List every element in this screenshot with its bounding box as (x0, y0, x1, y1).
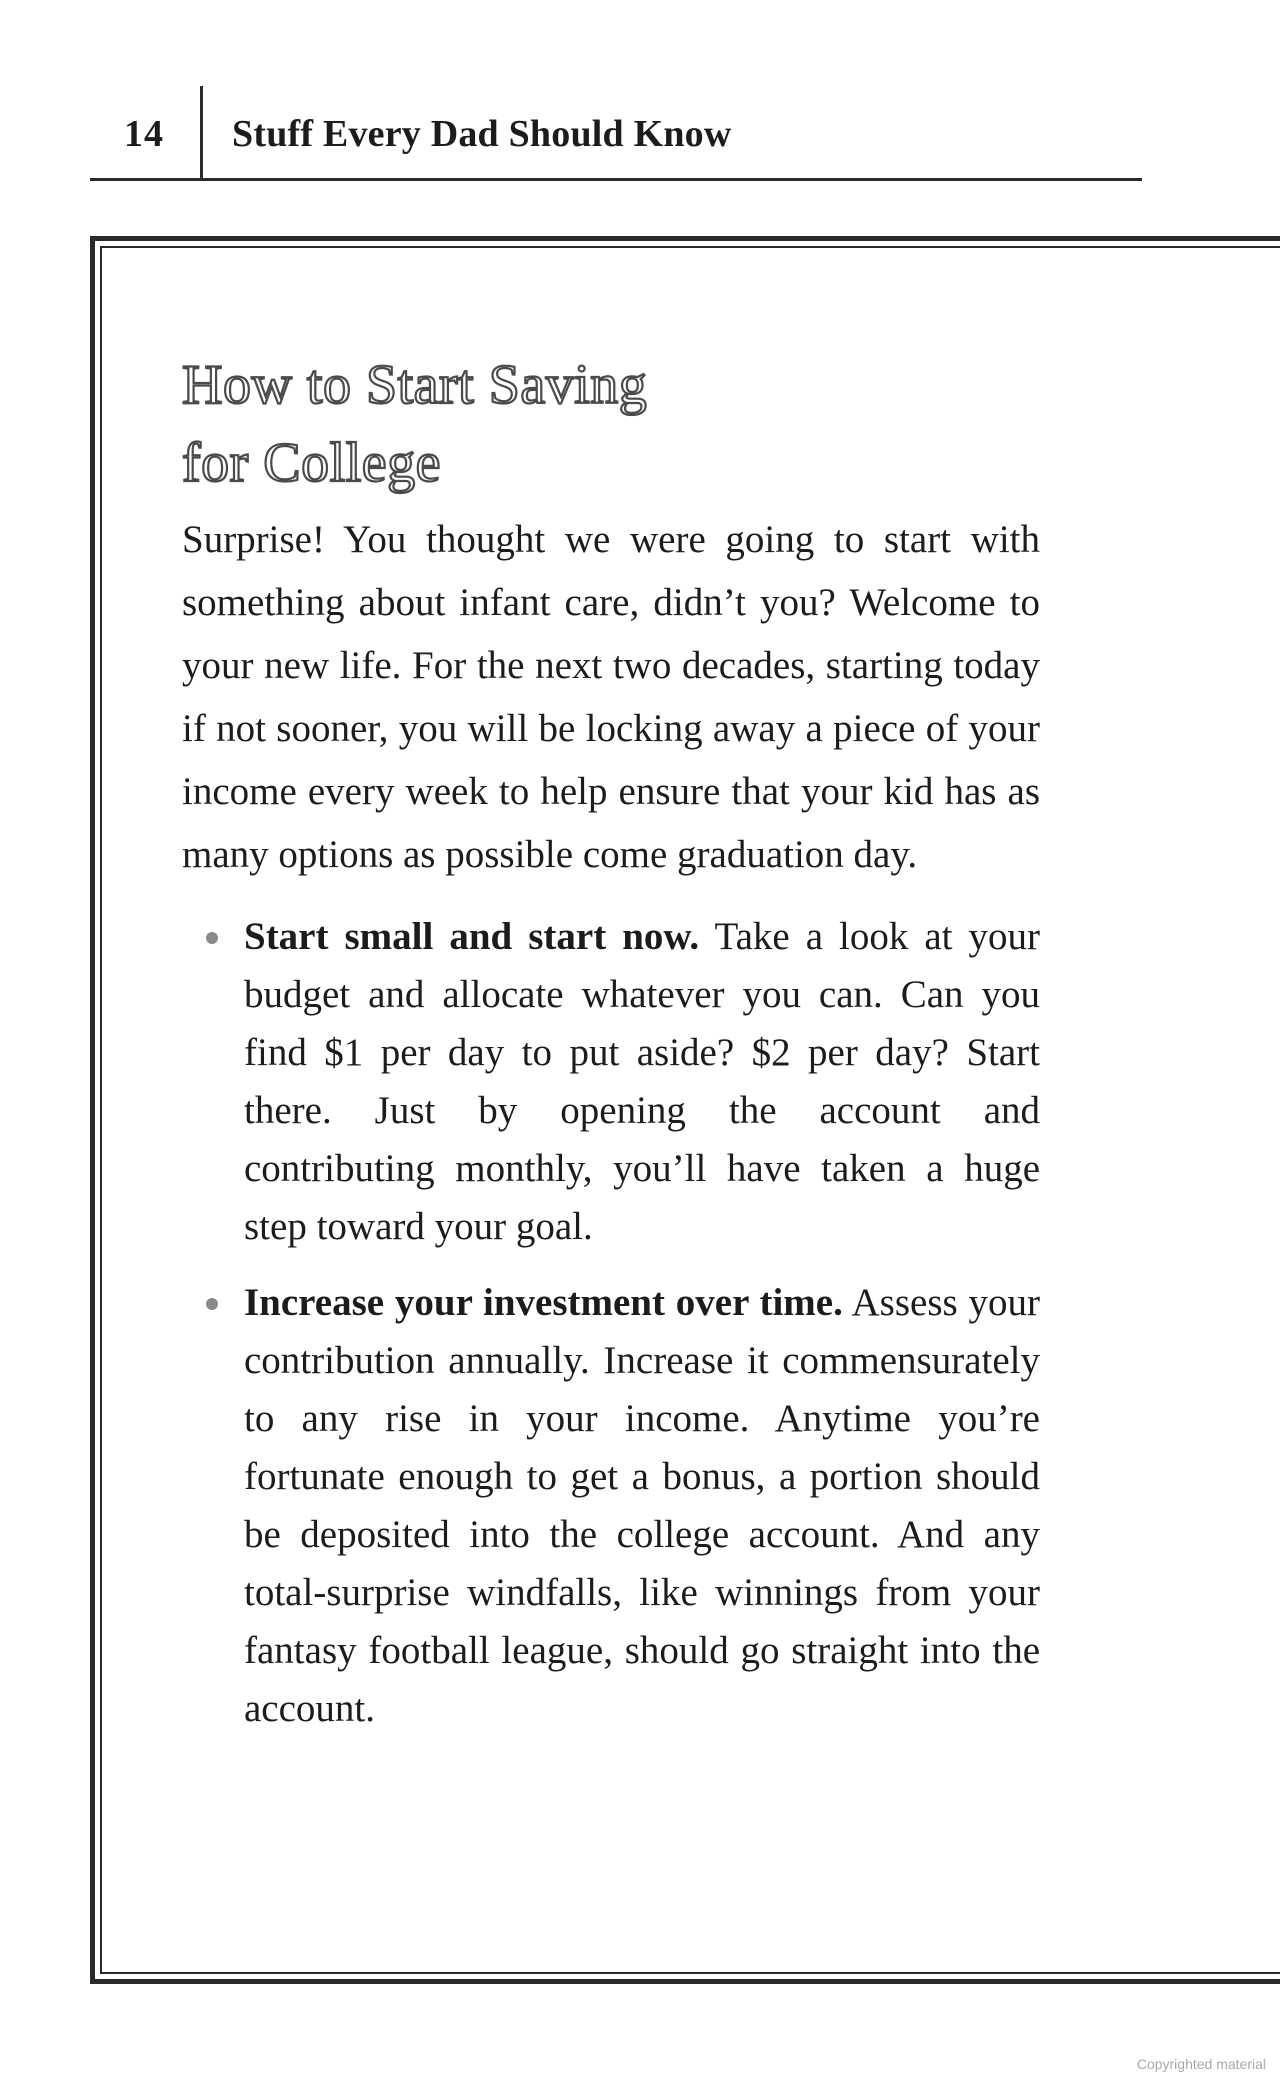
intro-paragraph: Surprise! You thought we were going to start with something about infant care, didn’t you? Welcome to your new life. For the next two decades, starting today if not sooner, you will be locking away a piece of your income every week to help ensure that your kid has as many options as possible come graduation day. (182, 518, 1040, 876)
bullet-icon (206, 1298, 218, 1310)
running-head (90, 86, 1142, 181)
tips-list (182, 908, 1040, 1738)
section-title-line-1: How to Start Saving (182, 354, 648, 416)
list-item (182, 1274, 1040, 1738)
section-content (182, 346, 1040, 1756)
list-item (182, 908, 1040, 1256)
tip-text: Take a look at your budget and allocate whatever you can. Can you find $1 per day to put aside? $2 per day? Start there. Just by opening the account and contributing monthly, you’ll have taken a huge step toward your goal. (244, 915, 1041, 1248)
page-number: 14 (124, 113, 164, 155)
section-title-line-2: for College (182, 432, 441, 494)
section-title (182, 346, 1040, 502)
bullet-icon (206, 932, 218, 944)
copyright-watermark: Copyrighted material (1136, 2056, 1266, 2072)
tip-text: Assess your contribution annually. Increase it commensurately to any rise in your income. Anytime you’re fortunate enough to get a bonus, a portion should be deposited into the college account. And any total-surprise windfalls, like winnings from your fantasy football league, should go straight into the account. (244, 1281, 1040, 1730)
tip-lead: Increase your investment over time. (244, 1281, 843, 1324)
header-divider (200, 86, 203, 178)
tip-lead: Start small and start now. (244, 915, 700, 958)
book-title: Stuff Every Dad Should Know (232, 113, 732, 155)
